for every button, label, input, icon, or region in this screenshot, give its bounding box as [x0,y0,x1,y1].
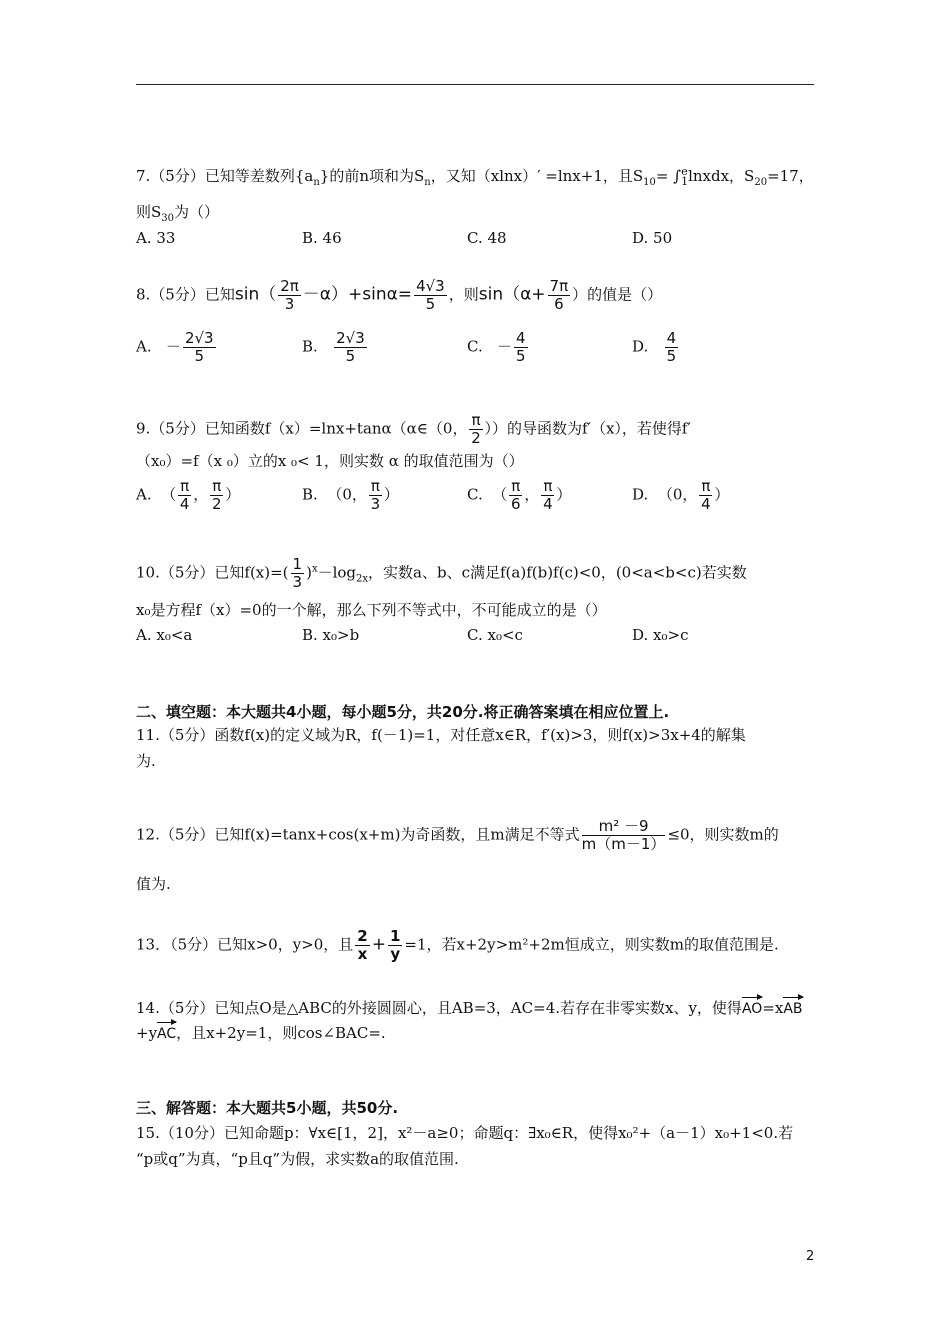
vector-ac: AC [157,1026,177,1042]
q12-line1: 12.（5分）已知f(x)=tanx+cos(x+m)为奇函数，且m满足不等式 $\frac{\text{m² －9}}{m(m-1)}$ ≤0，则实数m的 [136,817,779,853]
q10-line1: 10.（5分）已知f(x)=( $\frac{1}{3}$ )$^x-\log_{2x}$，实数a、b、c满足f(a)f(b)f(c)<0，(0<a<b<c)若实数 [136,555,747,591]
q7-option-b: B. 46 [302,229,342,247]
vector-ao: AO [741,1001,763,1017]
q7-option-c: C. 48 [467,229,507,247]
q10-line2: x₀是方程f（x）=0的一个解，那么下列不等式中，不可能成立的是（） [136,601,607,619]
q10-option-d: D. x₀>c [632,626,689,644]
q8-option-c: C. － $\frac{4}{5}$ [467,329,526,365]
q13-line: 13．（5分）已知x>0，y>0，且 $\frac{2}{x}$ + $\frac{1}{y}$ =1，若x+2y>m²+2m恒成立，则实数m的取值范围是. [136,927,779,963]
q8-option-a: A. － $\frac{2√3}{5}$ [136,329,214,365]
q12-line2: 值为. [136,875,171,893]
section-2-heading: 二、填空题：本大题共4小题，每小题5分，共20分.将正确答案填在相应位置上. [136,703,670,721]
q7-line2: 则$S_{30}$为（） [136,203,220,224]
q14-line1: 14.（5分）已知点O是△ABC的外接圆圆心，且AB=3，AC=4.若存在非零实数x、y，使得AO=xAB [136,999,803,1017]
q9-option-a: A. （ $\frac{\pi}{4}$ ， $\frac{\pi}{2}$ ） [136,477,241,513]
q9-line1: 9.（5分）已知函数f（x）=lnx+tanα（α∈（0， $\frac{\pi}{2}$ ））的导函数为f′（x），若使得f′ [136,411,691,447]
q8-stem: 8.（5分）已知sin（ $\frac{2\pi}{3}$ －α）+sinα= $\frac{4√3}{5}$ ，则sin（α+ $\frac{7\pi}{6}$ ）的值是（） [136,277,663,313]
q10-option-b: B. x₀>b [302,626,360,644]
q15-line2: “p或q”为真，“p且q”为假，求实数a的取值范围. [136,1150,459,1168]
q10-option-c: C. x₀<c [467,626,523,644]
q9-option-c: C. （ $\frac{\pi}{6}$ ， $\frac{\pi}{4}$ ） [467,477,572,513]
q9-option-d: D. （0， $\frac{\pi}{4}$ ） [632,477,730,513]
header-rule [136,84,814,85]
q7-option-a: A. 33 [136,229,176,247]
q14-line2: +yAC，且x+2y=1，则cos∠BAC=. [136,1024,386,1042]
q9-option-b: B. （0， $\frac{\pi}{3}$ ） [302,477,399,513]
q7-option-d: D. 50 [632,229,673,247]
q7-line1: 7.（5分）已知等差数列$\{a_n\}$的前n项和为$S_n$，又知（xlnx）′ =lnx+1，且$S_{10}=$ ∫ e 1 lnxdx，$S_{20}=17$， [136,165,814,188]
q11-line2: 为. [136,752,156,770]
q15-line1: 15.（10分）已知命题p：∀x∈[1，2]，x²－a≥0；命题q：∃x₀∈R，使得x₀²+（a－1）x₀+1<0.若 [136,1124,794,1142]
q11-line1: 11.（5分）函数f(x)的定义域为R，f(－1)=1，对任意x∈R，f′(x)>3，则f(x)>3x+4的解集 [136,726,746,744]
q8-option-b: B. $\frac{2√3}{5}$ [302,329,365,365]
page-number: 2 [806,1249,815,1264]
q9-line2: （x₀）=f（x ₀）立的x ₀< 1，则实数 α 的取值范围为（） [136,452,524,470]
q8-option-d: D. $\frac{4}{5}$ [632,329,677,365]
vector-ab: AB [783,1001,803,1017]
q10-option-a: A. x₀<a [136,626,193,644]
section-3-heading: 三、解答题：本大题共5小题，共50分. [136,1099,399,1117]
